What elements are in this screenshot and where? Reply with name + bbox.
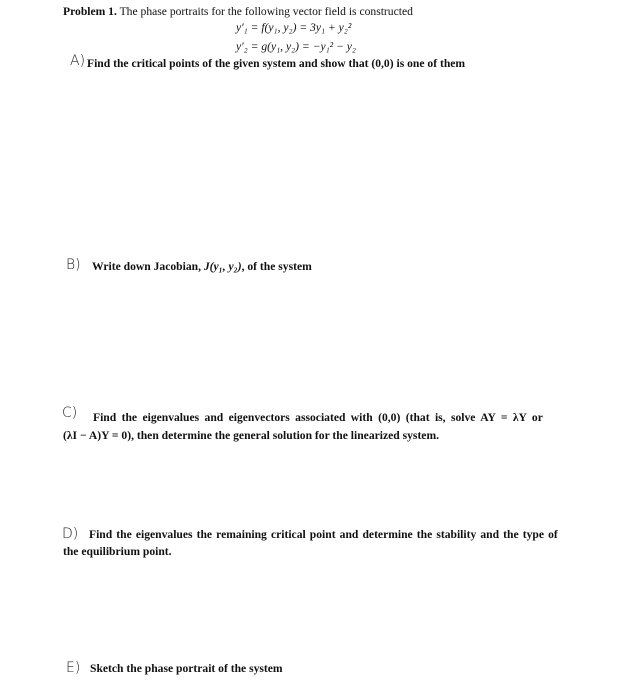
part-c-line2 <box>63 428 439 443</box>
equation-1: y′₁ = f(y₁, y₂) = 3y₁ + y₂² <box>236 21 352 34</box>
part-b-question-end: , of the system <box>241 260 312 273</box>
part-e-question: Sketch the phase portrait of the system <box>90 662 283 675</box>
part-c-marker: C) <box>62 405 78 421</box>
part-e-marker: E) <box>66 660 81 676</box>
part-a <box>70 52 85 70</box>
part-b-marker: B) <box>66 257 81 273</box>
part-a-marker: A) <box>70 53 86 69</box>
part-c-question-line2: (λI − A)Y = 0), then determine the general solution for the linearized system. <box>63 429 440 442</box>
part-c-question-line1: Find the eigenvalues and eigenvectors associated with (0,0) (that is, solve AY = λY or <box>93 411 543 424</box>
problem-number: Problem 1. <box>63 5 117 18</box>
part-d-question-line2: the equilibrium point. <box>63 545 172 558</box>
part-b-question-start: Write down Jacobian, <box>92 260 204 273</box>
problem-intro: The phase portraits for the following vector field is constructed <box>119 5 413 18</box>
part-a-question: Find the critical points of the given system and show that (0,0) is one of them <box>87 57 466 70</box>
equation-2: y′₂ = g(y₁, y₂) = −y₁² − y₂ <box>236 40 356 53</box>
problem-header <box>63 4 413 19</box>
part-d-marker: D) <box>62 526 79 542</box>
part-b <box>66 256 81 274</box>
part-b-text <box>92 259 312 274</box>
part-e-text <box>90 661 283 676</box>
part-d-line1 <box>89 527 558 542</box>
part-d-line2 <box>63 544 172 559</box>
part-d-question-line1: Find the eigenvalues the remaining critical point and determine the stability and the type of <box>89 528 558 541</box>
part-c-line1 <box>93 410 543 425</box>
part-b-jacobian: J(y₁, y₂) <box>203 260 242 273</box>
part-d <box>62 525 78 543</box>
part-c <box>62 404 77 422</box>
part-a-text <box>87 56 465 71</box>
part-e <box>66 659 80 677</box>
